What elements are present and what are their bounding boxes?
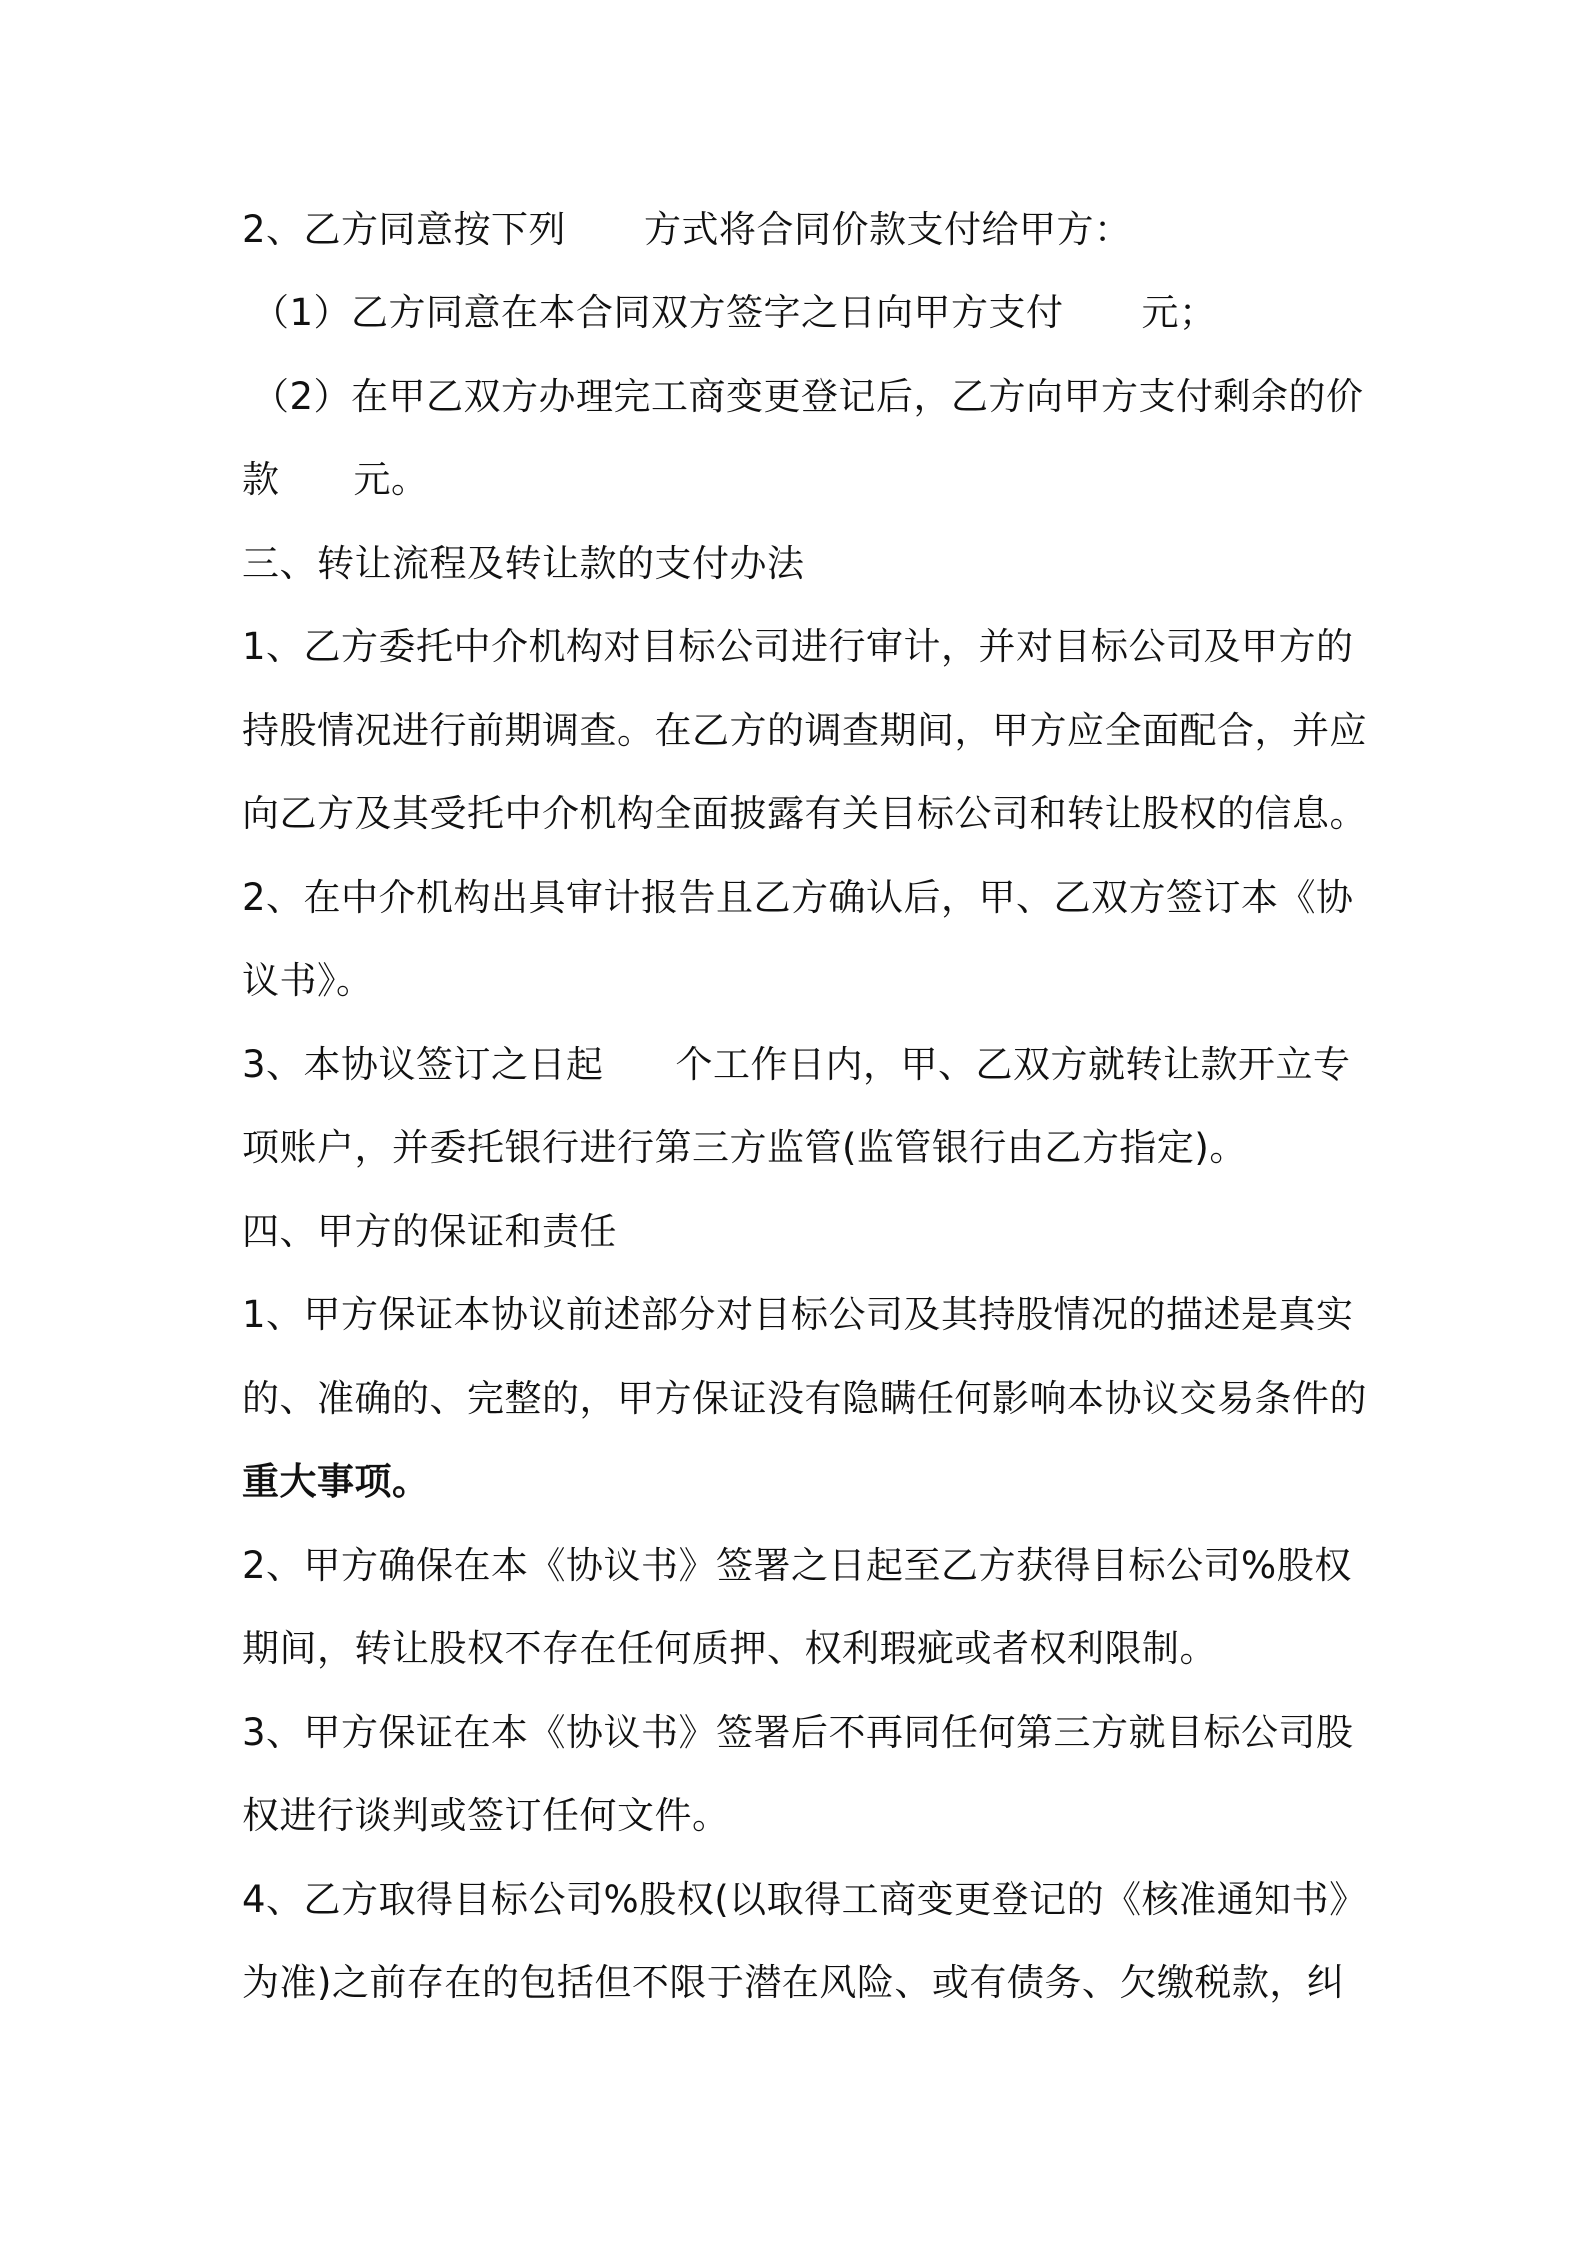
paragraph-line-18 xyxy=(242,1627,1362,1671)
line-7-part-a: 持股情况进行前期调查。在乙方的调查期间，甲方应全面配合，并应 xyxy=(242,709,1367,752)
line-4-part-a: 款 xyxy=(242,458,280,501)
section-heading-4 xyxy=(242,1210,1362,1254)
line-6-part-a: 1、乙方委托中介机构对目标公司进行审计，并对目标公司及甲方的 xyxy=(242,625,1354,668)
paragraph-line-10 xyxy=(242,959,1362,1003)
paragraph-line-12 xyxy=(242,1126,1362,1170)
line-5-part-a: 三、转让流程及转让款的支付办法 xyxy=(242,542,805,585)
line-8-part-a: 向乙方及其受托中介机构全面披露有关目标公司和转让股权的信息。 xyxy=(242,792,1367,835)
line-10-part-a: 议书》。 xyxy=(242,959,374,1002)
paragraph-line-20 xyxy=(242,1794,1362,1838)
line-9-part-a: 2、在中介机构出具审计报告且乙方确认后，甲、乙双方签订本《协 xyxy=(242,876,1354,919)
paragraph-line-6 xyxy=(242,625,1362,669)
line-18-part-a: 期间，转让股权不存在任何质押、权利瑕疵或者权利限制。 xyxy=(242,1627,1217,1670)
line-2-part-a: （1）乙方同意在本合同双方签字之日向甲方支付 xyxy=(252,291,1064,334)
line-1-part-b: 方式将合同价款支付给甲方： xyxy=(644,208,1132,251)
line-21-part-a: 4、乙方取得目标公司%股权(以取得工商变更登记的《核准通知书》 xyxy=(242,1878,1367,1921)
line-17-part-a: 2、甲方确保在本《协议书》签署之日起至乙方获得目标公司%股权 xyxy=(242,1544,1352,1587)
line-11-part-b: 个工作日内，甲、乙双方就转让款开立专 xyxy=(675,1043,1351,1086)
line-13-part-a: 四、甲方的保证和责任 xyxy=(242,1210,617,1253)
line-22-part-a: 为准)之前存在的包括但不限于潜在风险、或有债务、欠缴税款，纠 xyxy=(242,1961,1345,2004)
paragraph-line-9 xyxy=(242,876,1362,920)
paragraph-line-3 xyxy=(252,375,1372,419)
paragraph-line-2 xyxy=(252,291,1372,335)
line-1-part-a: 2、乙方同意按下列 xyxy=(242,208,567,251)
paragraph-line-15 xyxy=(242,1377,1367,1421)
line-11-part-a: 3、本协议签订之日起 xyxy=(242,1043,604,1086)
paragraph-line-11 xyxy=(242,1043,1362,1087)
line-3-part-a: （2）在甲乙双方办理完工商变更登记后，乙方向甲方支付剩余的价 xyxy=(252,375,1364,418)
line-14-part-a: 1、甲方保证本协议前述部分对目标公司及其持股情况的描述是真实 xyxy=(242,1293,1354,1336)
paragraph-line-8 xyxy=(242,792,1367,836)
line-4-part-b: 元。 xyxy=(353,458,429,501)
section-heading-3 xyxy=(242,542,1362,586)
paragraph-line-1 xyxy=(242,208,1362,252)
paragraph-line-21 xyxy=(242,1878,1367,1922)
line-12-part-a: 项账户，并委托银行进行第三方监管(监管银行由乙方指定)。 xyxy=(242,1126,1247,1169)
line-19-part-a: 3、甲方保证在本《协议书》签署后不再同任何第三方就目标公司股 xyxy=(242,1711,1354,1754)
paragraph-line-17 xyxy=(242,1544,1362,1588)
line-16-part-a: 重大事项。 xyxy=(242,1460,430,1503)
line-20-part-a: 权进行谈判或签订任何文件。 xyxy=(242,1794,730,1837)
line-15-part-a: 的、准确的、完整的，甲方保证没有隐瞒任何影响本协议交易条件的 xyxy=(242,1377,1367,1420)
paragraph-line-19 xyxy=(242,1711,1362,1755)
paragraph-line-16 xyxy=(242,1460,1362,1504)
paragraph-line-22 xyxy=(242,1961,1362,2005)
paragraph-line-4 xyxy=(242,458,1362,502)
line-2-part-b: 元； xyxy=(1141,291,1217,334)
paragraph-line-7 xyxy=(242,709,1367,753)
paragraph-line-14 xyxy=(242,1293,1362,1337)
